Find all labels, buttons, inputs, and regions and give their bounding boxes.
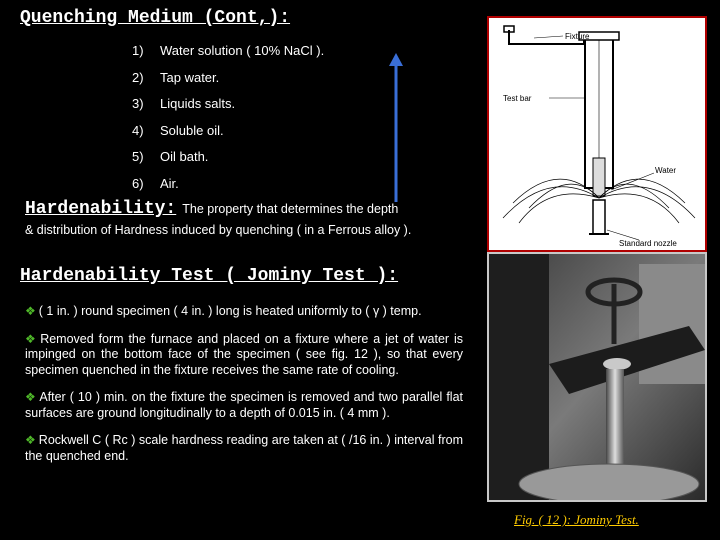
diamond-bullet-icon: ❖ <box>25 304 36 318</box>
jominy-bullet-list <box>25 304 463 476</box>
fixture-label: Fixture <box>565 32 590 41</box>
nozzle-label: Standard nozzle <box>619 239 677 248</box>
jominy-heading: Hardenability Test ( Jominy Test ): <box>20 266 399 286</box>
hardenability-definition-rest: & distribution of Hardness induced by quenching ( in a Ferrous alloy ). <box>25 223 412 237</box>
apparatus-photo-drawing <box>489 254 705 500</box>
list-item: 2) Tap water. <box>132 69 220 85</box>
list-item: 5) Oil bath. <box>132 149 209 164</box>
hardenability-definition-start: The property that determines the depth <box>182 202 399 216</box>
diamond-bullet-icon: ❖ <box>25 390 37 404</box>
list-item: ❖ After ( 10 ) min. on the fixture the specimen is removed and two parallel flat surfaces are ground longitudinally to a depth of 0.015 in. ( 4 mm ). <box>25 390 463 420</box>
jominy-fixture-diagram <box>487 16 707 252</box>
water-label: Water <box>655 166 677 175</box>
quenching-media-list <box>132 44 324 203</box>
test-bar-label: Test bar <box>503 94 532 103</box>
page-title: Quenching Medium (Cont,): <box>20 8 291 28</box>
list-item: ❖ Removed form the furnace and placed on a fixture where a jet of water is impinged on the bottom face of the specimen ( see fig. 12 ), so that every specimen quenched in the fixture receives the same rate of cooling. <box>25 331 463 377</box>
fixture-drawing <box>489 18 705 250</box>
hardenability-term: Hardenability: <box>25 199 177 219</box>
list-item: 3) Liquids salts. <box>132 96 236 111</box>
list-item: 4) Soluble oil. <box>132 122 224 138</box>
list-item: ❖ Rockwell C ( Rc ) scale hardness reading are taken at ( /16 in. ) interval from the quenched end. <box>25 433 464 463</box>
list-item: ❖ ( 1 in. ) round specimen ( 4 in. ) long is heated uniformly to ( γ ) temp. <box>25 304 422 318</box>
hardenability-definition-line <box>25 199 465 219</box>
diamond-bullet-icon: ❖ <box>25 331 38 346</box>
figure-caption: Fig. ( 12 ): Jominy Test. <box>514 512 639 527</box>
list-item: 1) Water solution ( 10% NaCl ). <box>132 43 325 58</box>
list-item: 6) Air. <box>132 175 179 191</box>
up-arrow-icon <box>388 52 404 204</box>
diamond-bullet-icon: ❖ <box>25 433 36 447</box>
jominy-apparatus-photo <box>487 252 707 502</box>
